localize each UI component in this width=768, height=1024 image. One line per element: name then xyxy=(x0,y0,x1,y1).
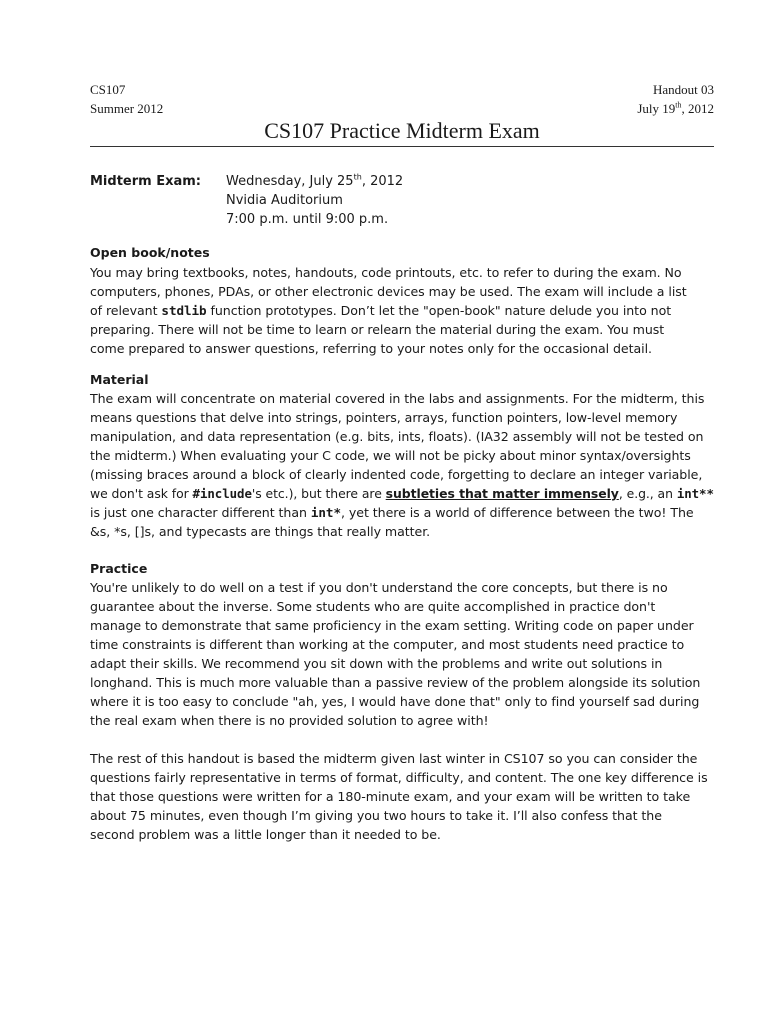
header-row-1 xyxy=(90,80,714,99)
handout-date: July 19th, 2012 xyxy=(637,100,714,116)
material-heading: Material xyxy=(90,372,149,387)
page-title: CS107 Practice Midterm Exam xyxy=(264,118,540,143)
exam-info xyxy=(90,172,714,229)
course-code: CS107 xyxy=(90,82,126,97)
exam-location: Nvidia Auditorium xyxy=(226,193,343,208)
handout-page xyxy=(90,80,714,844)
practice-heading: Practice xyxy=(90,561,148,576)
handout-number: Handout 03 xyxy=(652,82,714,97)
material-paragraph: The exam will concentrate on material covered in the labs and assignments. For the midterm, this means questions that delve into strings, pointers, arrays, function pointers, low-level memory manipulation, and data representation (e.g. bits, ints, floats). (IA32 assembly will not be tested on the midterm.) When evaluating your C code, we will not be picky about minor syntax/oversights (missing braces around a block of clearly indented code, forgetting to declare an integer variable, we don't ask for #include's etc.), but there are subtleties that matter immensely, e.g., an int** is just one character different than int*, yet there is a world of difference between the two! The &s, *s, []s, and typecasts are things that really matter. xyxy=(90,391,714,539)
exam-date: Wednesday, July 25th, 2012 xyxy=(226,172,404,189)
exam-info-label: Midterm Exam: xyxy=(90,174,201,189)
term: Summer 2012 xyxy=(90,101,164,116)
header-row-2 xyxy=(90,99,714,118)
rest-paragraph: The rest of this handout is based the midterm given last winter in CS107 so you can consider the questions fairly representative in terms of format, difficulty, and content. The one key difference is that those questions were written for a 180-minute exam, and your exam will be written to take about 75 minutes, even though I’m giving you two hours to take it. I’ll also confess that the second problem was a little longer than it needed to be. xyxy=(90,751,708,842)
exam-time: 7:00 p.m. until 9:00 p.m. xyxy=(226,212,389,227)
code-stdlib: stdlib xyxy=(161,303,207,318)
code-int-double-pointer: int** xyxy=(676,486,714,501)
code-include: #include xyxy=(192,486,252,501)
open-book-paragraph: You may bring textbooks, notes, handouts, code printouts, etc. to refer to during the exam. No computers, phones, PDAs, or other electronic devices may be used. The exam will include a list of relevant stdlib function prototypes. Don’t let the "open-book" nature delude you into not preparing. There will not be time to learn or relearn the material during the exam. You must come prepared to answer questions, referring to your notes only for the occasional detail. xyxy=(90,265,687,356)
open-book-heading: Open book/notes xyxy=(90,245,210,260)
title-divider xyxy=(90,146,714,147)
emphasis-subtleties: subtleties that matter immensely xyxy=(385,486,619,501)
code-int-pointer: int* xyxy=(310,505,341,520)
practice-paragraph: You're unlikely to do well on a test if you don't understand the core concepts, but there is no guarantee about the inverse. Some students who are quite accomplished in practice don't manage to demonstrate that same proficiency in the exam setting. Writing code on paper under time constraints is different than working at the computer, and most students need practice to adapt their skills. We recommend you sit down with the problems and write out solutions in longhand. This is much more valuable than a passive review of the problem alongside its solution where it is too easy to conclude "ah, yes, I would have done that" only to find yourself sad during the real exam when there is no provided solution to agree with! xyxy=(90,580,701,728)
